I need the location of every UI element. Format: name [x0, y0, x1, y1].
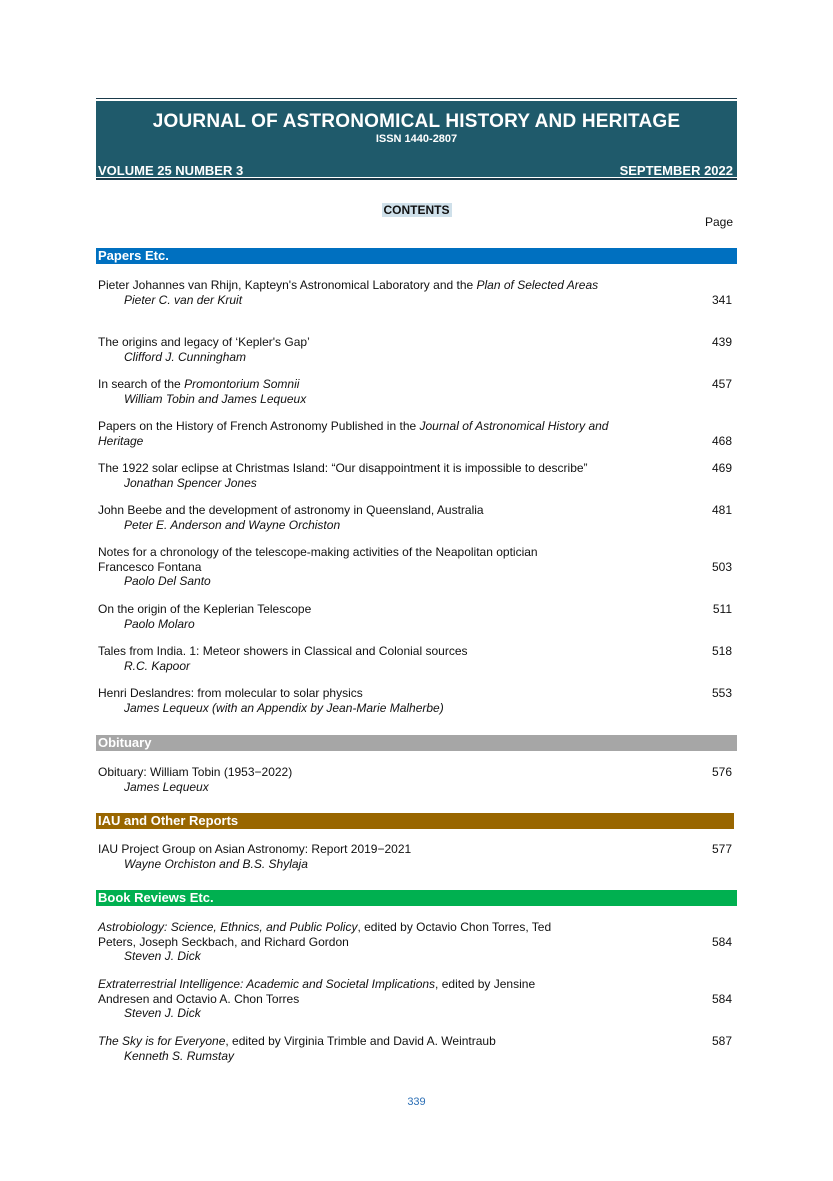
- entry-page-number: 457: [711, 377, 732, 391]
- toc-entry[interactable]: [98, 1034, 732, 1063]
- toc-entry[interactable]: [98, 419, 732, 448]
- entry-title: Papers on the History of French Astronomy Published in the Journal of Astronomical History and Heritage: [98, 419, 609, 448]
- entry-title: Henri Deslandres: from molecular to solar physics: [98, 686, 363, 700]
- entry-title: Astrobiology: Science, Ethnics, and Public Policy, edited by Octavio Chon Torres, Ted Peters, Joseph Seckbach, and Richard Gordon: [98, 920, 552, 949]
- toc-entry[interactable]: [98, 335, 732, 364]
- entry-page-number: 518: [711, 644, 732, 658]
- section-papers-bar: [96, 248, 737, 264]
- entry-author: Wayne Orchiston and B.S. Shylaja: [124, 856, 308, 871]
- entry-title: The Sky is for Everyone, edited by Virginia Trimble and David A. Weintraub: [98, 1034, 496, 1048]
- entry-title: The 1922 solar eclipse at Christmas Island: “Our disappointment it is impossible to describe”: [98, 461, 588, 475]
- entry-author: James Lequeux: [124, 779, 209, 794]
- entry-title: IAU Project Group on Asian Astronomy: Report 2019−2021: [98, 842, 412, 856]
- entry-author: Pieter C. van der Kruit: [124, 292, 243, 307]
- entry-title: The origins and legacy of ‘Kepler's Gap’: [98, 335, 310, 349]
- volume-number: VOLUME 25 NUMBER 3: [98, 163, 244, 178]
- section-obituary-label: Obituary: [98, 735, 152, 750]
- entry-author: Steven J. Dick: [124, 1006, 201, 1020]
- entry-author: William Tobin and James Lequeux: [124, 391, 307, 406]
- entry-page-number: 469: [711, 461, 732, 475]
- entry-page-number: 481: [711, 503, 732, 517]
- issue-date: SEPTEMBER 2022: [619, 163, 733, 178]
- toc-entry[interactable]: [98, 602, 732, 631]
- entry-title: Pieter Johannes van Rhijn, Kapteyn's Astronomical Laboratory and the Plan of Selected Areas: [98, 278, 599, 292]
- section-papers-label: Papers Etc.: [98, 248, 169, 263]
- entry-title: Tales from India. 1: Meteor showers in Classical and Colonial sources: [98, 644, 468, 658]
- section-iau-label: IAU and Other Reports: [98, 813, 239, 828]
- entry-author: R.C. Kapoor: [124, 658, 191, 673]
- entry-page-number: 503: [711, 560, 732, 574]
- entry-page-number: 468: [711, 434, 732, 448]
- masthead-band: [96, 101, 737, 177]
- entry-title: Obituary: William Tobin (1953−2022): [98, 765, 293, 779]
- toc-entry[interactable]: [98, 545, 732, 589]
- toc-entry[interactable]: [98, 644, 732, 673]
- toc-entry[interactable]: [98, 920, 732, 964]
- section-iau-bar: [96, 813, 734, 829]
- entry-title: On the origin of the Keplerian Telescope: [98, 602, 312, 616]
- entry-page-number: 584: [711, 992, 732, 1006]
- entry-page-number: 576: [711, 765, 732, 779]
- entry-page-number: 587: [711, 1034, 732, 1048]
- section-obituary-bar: [96, 735, 737, 751]
- entry-page-number: 553: [711, 686, 732, 700]
- toc-entry[interactable]: [98, 278, 732, 307]
- section-reviews-label: Book Reviews Etc.: [98, 890, 214, 905]
- toc-entry[interactable]: [98, 765, 732, 794]
- entry-author: Paolo Del Santo: [124, 574, 211, 588]
- page-column-label: Page: [704, 215, 733, 229]
- toc-entry[interactable]: [98, 377, 732, 406]
- toc-entry[interactable]: [98, 977, 732, 1021]
- entry-author: Jonathan Spencer Jones: [124, 475, 257, 490]
- entry-author: James Lequeux (with an Appendix by Jean-Marie Malherbe): [124, 700, 444, 715]
- section-reviews-bar: [96, 890, 737, 906]
- footer-page-number: 339: [407, 1096, 426, 1108]
- journal-title: JOURNAL OF ASTRONOMICAL HISTORY AND HERITAGE: [152, 111, 681, 132]
- entry-page-number: 341: [711, 293, 732, 307]
- toc-entry[interactable]: [98, 686, 732, 715]
- entry-author: Paolo Molaro: [124, 616, 195, 631]
- entry-author: Peter E. Anderson and Wayne Orchiston: [124, 517, 341, 532]
- toc-entry[interactable]: [98, 842, 732, 871]
- entry-title: In search of the Promontorium Somnii: [98, 377, 300, 391]
- issn: ISSN 1440-2807: [375, 133, 458, 145]
- masthead-bottom-rule: [96, 178, 737, 180]
- contents-label: CONTENTS: [383, 203, 450, 217]
- entry-title: Extraterrestrial Intelligence: Academic and Societal Implications, edited by Jensine Andresen and Octavio A. Chon Torres: [98, 977, 536, 1006]
- entry-author: Kenneth S. Rumstay: [124, 1048, 235, 1063]
- toc-entry[interactable]: [98, 503, 732, 532]
- masthead-top-rule: [96, 98, 737, 99]
- entry-author: Clifford J. Cunningham: [124, 349, 247, 364]
- toc-entry[interactable]: [98, 461, 732, 490]
- entry-page-number: 577: [711, 842, 732, 856]
- entry-title: Notes for a chronology of the telescope-making activities of the Neapolitan optician Francesco Fontana: [98, 545, 538, 574]
- entry-page-number: 439: [711, 335, 732, 349]
- entry-page-number: 584: [711, 935, 732, 949]
- entry-title: John Beebe and the development of astronomy in Queensland, Australia: [98, 503, 484, 517]
- entry-page-number: 511: [712, 602, 732, 616]
- journal-masthead: [96, 98, 737, 180]
- entry-author: Steven J. Dick: [124, 949, 201, 963]
